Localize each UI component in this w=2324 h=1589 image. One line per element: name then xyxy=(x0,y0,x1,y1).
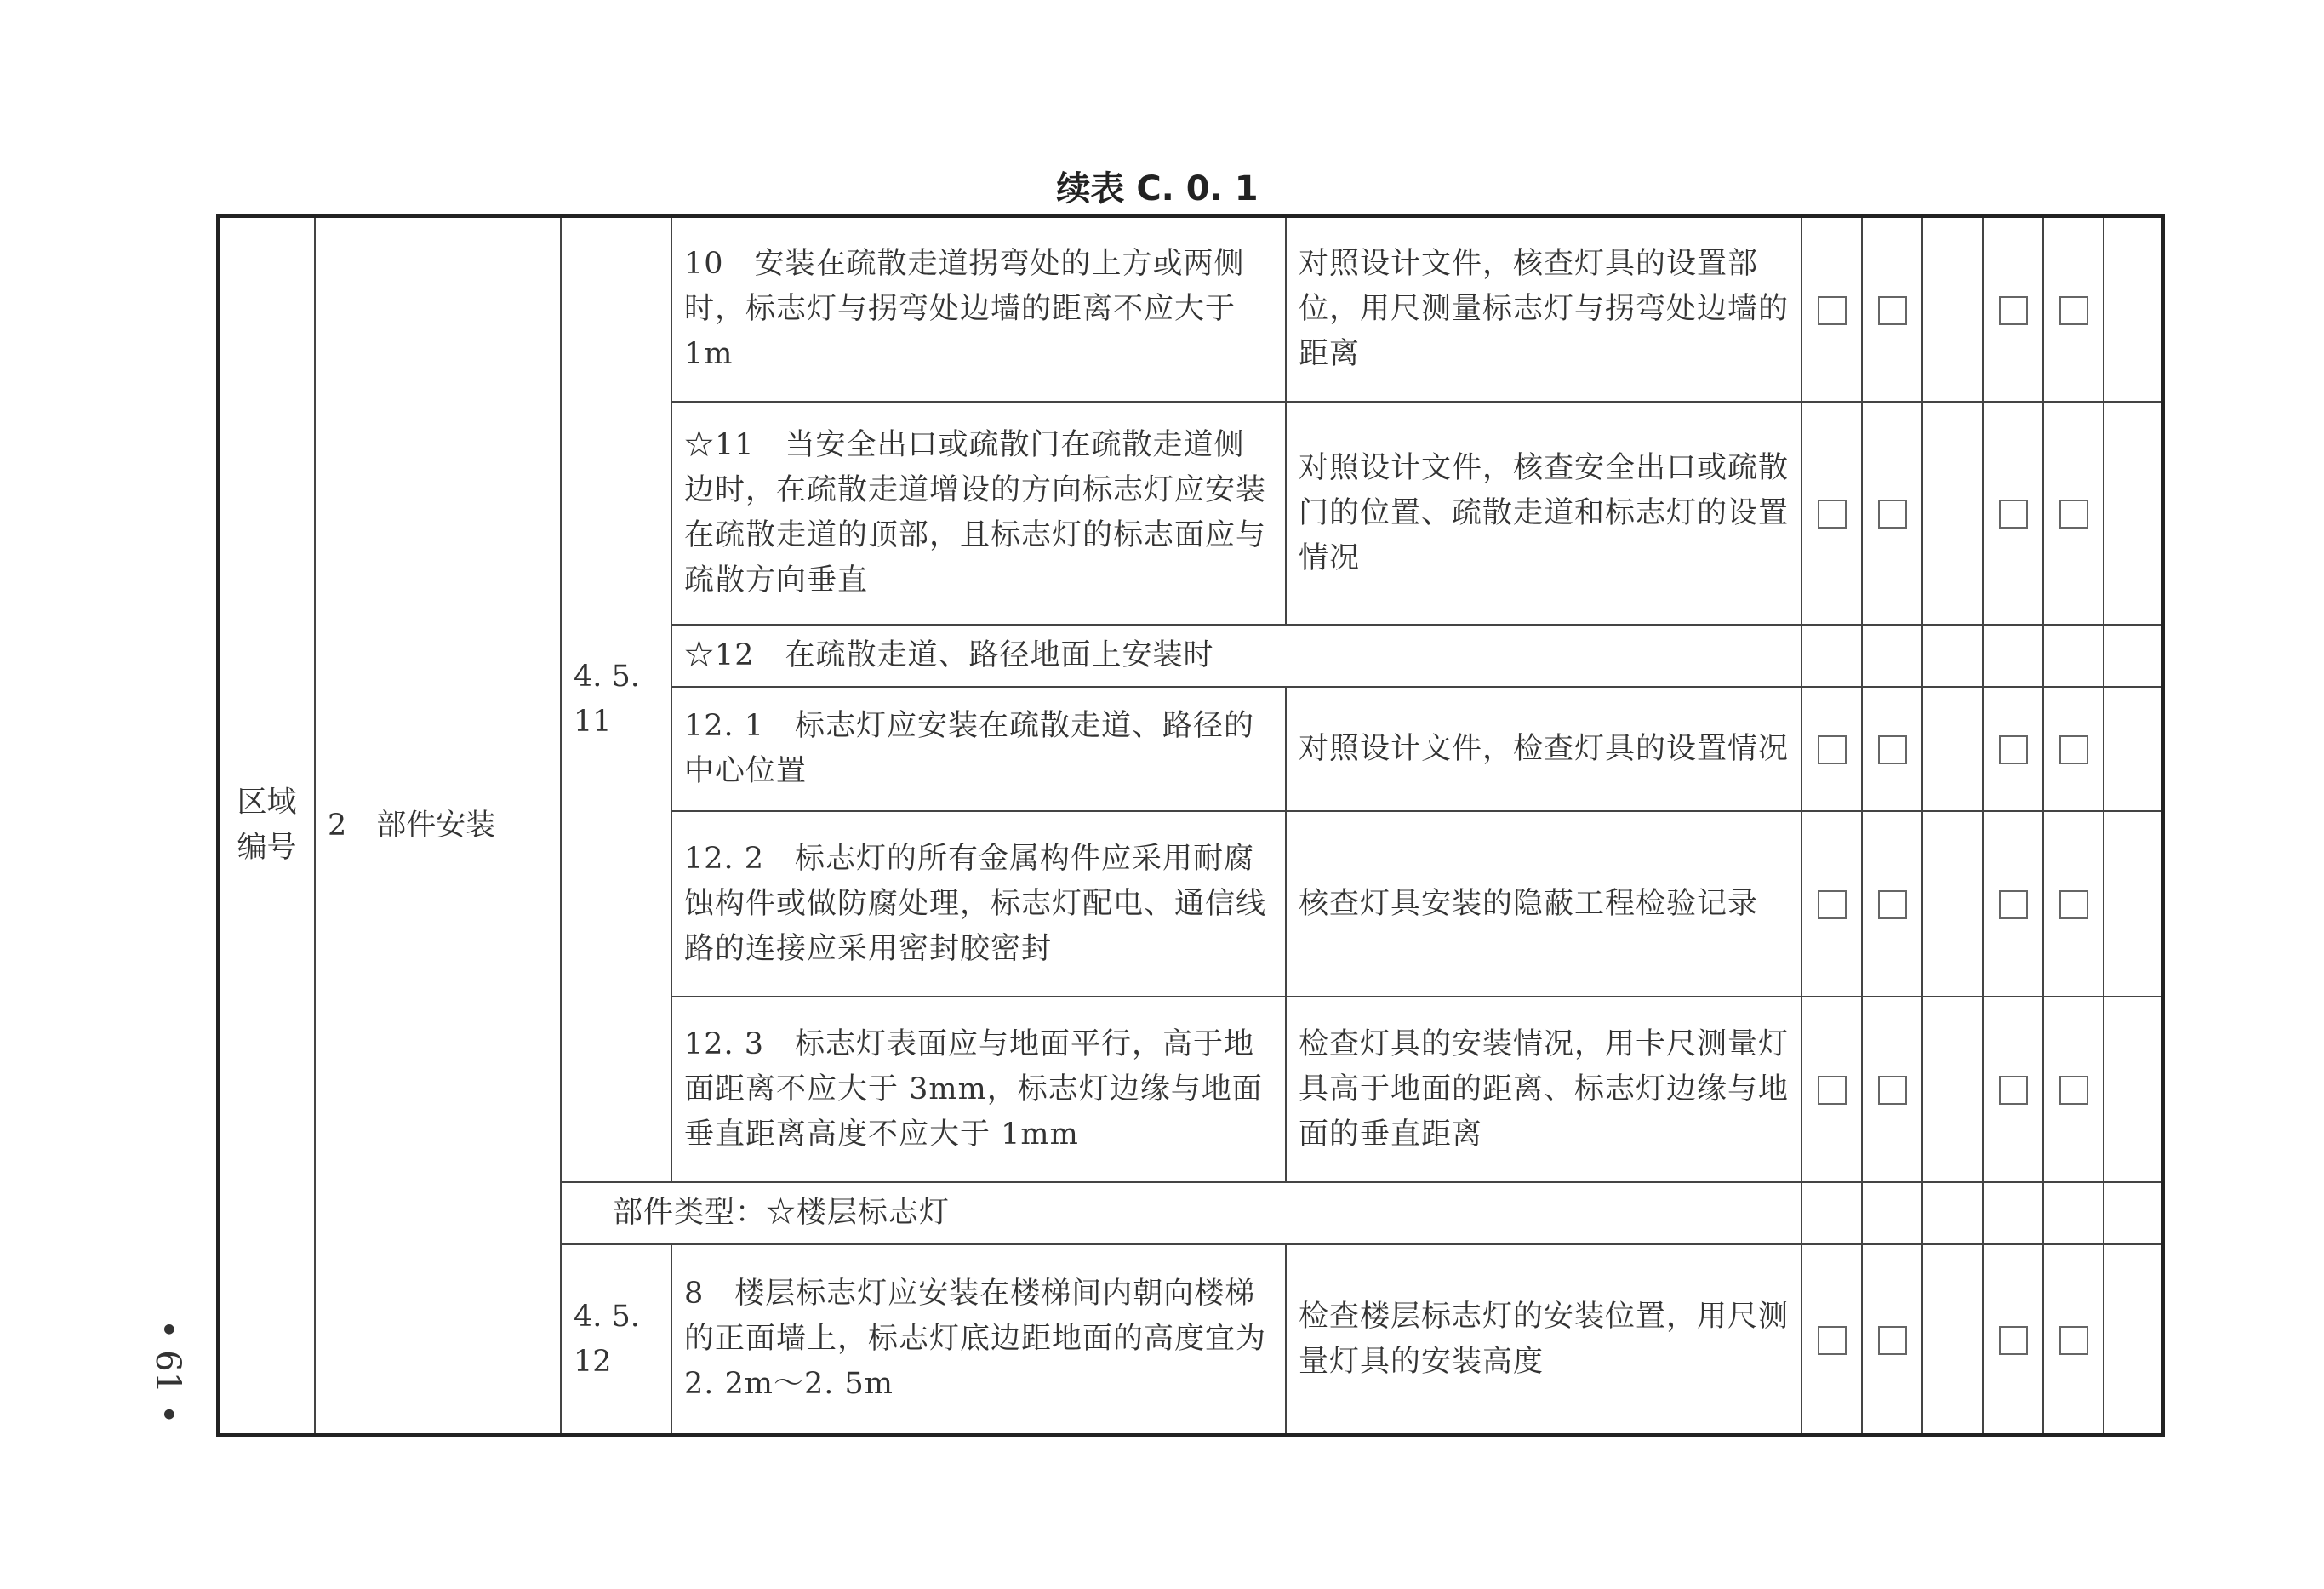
empty-cell xyxy=(1802,625,1862,687)
empty-cell xyxy=(1922,625,1983,687)
checkbox[interactable] xyxy=(2059,890,2088,919)
checkbox[interactable] xyxy=(1999,735,2028,764)
requirement-text: 8 楼层标志灯应安装在楼梯间内朝向楼梯的正面墙上，标志灯底边距地面的高度宜为 2. 2m～2. 5m xyxy=(671,1244,1286,1435)
empty-cell xyxy=(1922,687,1983,811)
result-cell xyxy=(2043,402,2104,625)
empty-cell xyxy=(2104,811,2163,997)
empty-cell xyxy=(2104,1244,2163,1435)
checkbox[interactable] xyxy=(1818,1076,1847,1105)
empty-cell xyxy=(2104,1182,2163,1244)
result-cell xyxy=(1983,1244,2043,1435)
result-cell xyxy=(2043,1244,2104,1435)
empty-cell xyxy=(1862,625,1922,687)
empty-cell xyxy=(2104,997,2163,1182)
result-cell xyxy=(2043,216,2104,402)
empty-cell xyxy=(1862,1182,1922,1244)
checkbox[interactable] xyxy=(1878,1326,1907,1355)
result-cell xyxy=(1983,402,2043,625)
requirement-text: 10 安装在疏散走道拐弯处的上方或两侧时，标志灯与拐弯处边墙的距离不应大于 1m xyxy=(671,216,1286,402)
requirement-text: 12. 3 标志灯表面应与地面平行，高于地面距离不应大于 3mm，标志灯边缘与地面垂直距离高度不应大于 1mm xyxy=(671,997,1286,1182)
checkbox[interactable] xyxy=(1818,890,1847,919)
subitem-heading: ☆12 在疏散走道、路径地面上安装时 xyxy=(671,625,1802,687)
clause-number: 4. 5. 12 xyxy=(561,1244,671,1435)
result-cell xyxy=(1862,997,1922,1182)
page-number-text: • 61 • xyxy=(148,1319,187,1425)
requirement-text: ☆11 当安全出口或疏散门在疏散走道侧边时，在疏散走道增设的方向标志灯应安装在疏散走道的顶部，且标志灯的标志面应与疏散方向垂直 xyxy=(671,402,1286,625)
component-type-section: 部件类型：☆楼层标志灯 xyxy=(561,1182,1802,1244)
empty-cell xyxy=(2043,1182,2104,1244)
checkbox[interactable] xyxy=(1878,1076,1907,1105)
checkbox[interactable] xyxy=(1818,735,1847,764)
empty-cell xyxy=(2104,625,2163,687)
result-cell xyxy=(1862,1244,1922,1435)
empty-cell xyxy=(1922,1182,1983,1244)
checkbox[interactable] xyxy=(1999,890,2028,919)
checkbox[interactable] xyxy=(1999,1076,2028,1105)
empty-cell xyxy=(1922,216,1983,402)
checkbox[interactable] xyxy=(1818,296,1847,325)
empty-cell xyxy=(1983,625,2043,687)
checkbox[interactable] xyxy=(1878,735,1907,764)
result-cell xyxy=(1862,811,1922,997)
check-method-text: 对照设计文件，核查灯具的设置部位，用尺测量标志灯与拐弯处边墙的距离 xyxy=(1286,216,1802,402)
checkbox[interactable] xyxy=(1878,500,1907,529)
empty-cell xyxy=(2104,216,2163,402)
page-number xyxy=(136,1285,187,1425)
checkbox[interactable] xyxy=(1878,296,1907,325)
checkbox[interactable] xyxy=(2059,1326,2088,1355)
checkbox[interactable] xyxy=(1999,296,2028,325)
result-cell xyxy=(1983,997,2043,1182)
empty-cell xyxy=(1802,1182,1862,1244)
checkbox[interactable] xyxy=(1818,1326,1847,1355)
empty-cell xyxy=(1922,997,1983,1182)
result-cell xyxy=(1862,216,1922,402)
requirement-text: 12. 1 标志灯应安装在疏散走道、路径的中心位置 xyxy=(671,687,1286,811)
empty-cell xyxy=(1922,1244,1983,1435)
check-method-text: 检查楼层标志灯的安装位置，用尺测量灯具的安装高度 xyxy=(1286,1244,1802,1435)
empty-cell xyxy=(2104,402,2163,625)
table-row xyxy=(218,216,2163,402)
area-code-label: 区域编号 xyxy=(218,216,315,1435)
checkbox[interactable] xyxy=(2059,735,2088,764)
checkbox[interactable] xyxy=(2059,1076,2088,1105)
part-install-label: 2 部件安装 xyxy=(315,216,561,1435)
result-cell xyxy=(1802,1244,1862,1435)
requirement-text: 12. 2 标志灯的所有金属构件应采用耐腐蚀构件或做防腐处理，标志灯配电、通信线路的连接应采用密封胶密封 xyxy=(671,811,1286,997)
inspection-table xyxy=(216,214,2165,1437)
checkbox[interactable] xyxy=(1999,1326,2028,1355)
result-cell xyxy=(2043,997,2104,1182)
result-cell xyxy=(1983,811,2043,997)
clause-number: 4. 5. 11 xyxy=(561,216,671,1182)
result-cell xyxy=(1862,687,1922,811)
result-cell xyxy=(1983,216,2043,402)
checkbox[interactable] xyxy=(1818,500,1847,529)
checkbox[interactable] xyxy=(1878,890,1907,919)
result-cell xyxy=(1802,811,1862,997)
check-method-text: 检查灯具的安装情况，用卡尺测量灯具高于地面的距离、标志灯边缘与地面的垂直距离 xyxy=(1286,997,1802,1182)
empty-cell xyxy=(2043,625,2104,687)
checkbox[interactable] xyxy=(2059,296,2088,325)
empty-cell xyxy=(1922,811,1983,997)
result-cell xyxy=(2043,811,2104,997)
result-cell xyxy=(1802,402,1862,625)
result-cell xyxy=(1802,997,1862,1182)
empty-cell xyxy=(2104,687,2163,811)
check-method-text: 核查灯具安装的隐蔽工程检验记录 xyxy=(1286,811,1802,997)
check-method-text: 对照设计文件，核查安全出口或疏散门的位置、疏散走道和标志灯的设置情况 xyxy=(1286,402,1802,625)
result-cell xyxy=(1802,216,1862,402)
result-cell xyxy=(2043,687,2104,811)
checkbox[interactable] xyxy=(1999,500,2028,529)
result-cell xyxy=(1802,687,1862,811)
empty-cell xyxy=(1922,402,1983,625)
table-caption: 续表 C. 0. 1 xyxy=(1056,169,1259,209)
check-method-text: 对照设计文件，检查灯具的设置情况 xyxy=(1286,687,1802,811)
result-cell xyxy=(1983,687,2043,811)
empty-cell xyxy=(1983,1182,2043,1244)
result-cell xyxy=(1862,402,1922,625)
checkbox[interactable] xyxy=(2059,500,2088,529)
